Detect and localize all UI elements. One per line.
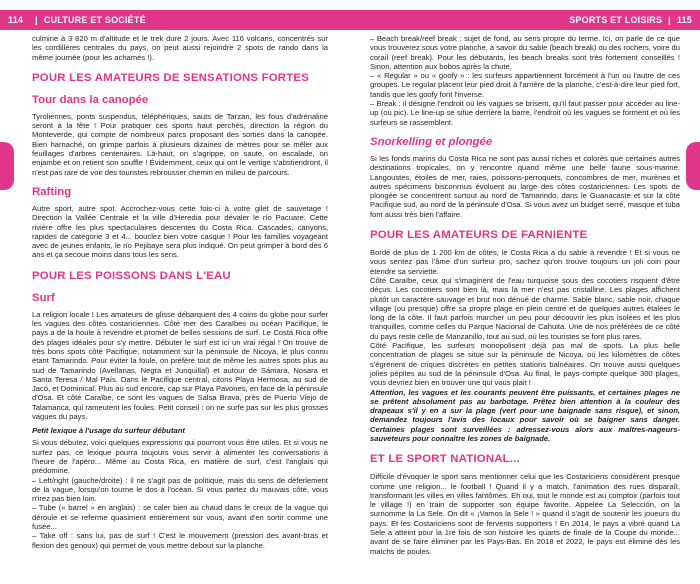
intro-paragraph: culmine à 3 820 m d'altitude et le trek dure 2 jours. Avec 116 volcans, concentrés sur les cordillères centrales du pays, on peut aussi rejoindre 2 spots de rando dans la même journée (pour les achamés !). — [32, 34, 328, 62]
paragraph-tube: – Tube (« barrel » en anglais) : se caler bien au chaud dans le creux de la vague qui déroule et se refermе quasiment entièrement sur vous, avant d'en sortir comme une fusée... — [32, 503, 328, 531]
left-section-title: CULTURE ET SOCIÉTÉ — [43, 15, 146, 25]
heading-surf: Surf — [32, 291, 55, 304]
paragraph-attention: Attention, les vagues et les courants peuvent être puissants, et certaines plages ne se prêtent absolument pas au barbotage. Prêtez bien attention à la couleur des drapeaux s'il y en a sur la plage (vert pour une baignade sans risque), et sinon, demandez toujours l'avis des locaux pour savoir où se baigner sans danger. Certaines plages sont surveillées : adressez-vous alors aux maîtres-nageurs-sauveteurs pour connaître les zones de baignade. — [370, 387, 680, 443]
left-header-bar — [0, 10, 350, 30]
heading-sensations-fortes: POUR LES AMATEURS DE SENSATIONS FORTES — [32, 71, 309, 84]
left-thumb-tab — [0, 142, 14, 190]
paragraph-beach-break: – Beach break/reef break : sujet de fond, au sens propre du terme. Ici, on parle de ce que vous trouverez sous votre planche, à savoir du sable (beach break) ou des rochers, voire du corail (reef break). Pour les débutants, les beach breaks sont très fortement conseillés ! Sinon, attention aux bobos après la chute. — [370, 34, 680, 71]
paragraph-snorkelling: Si les fonds marins du Costa Rica ne sont pas aussi riches et colorés que certaines autres destinations tropicales, on y rencontre quand même une belle faune sous-marine. Langoustes, étoiles de mer, raies, poissons-perroquets, concombres de mer, murènes et autres spécimens bisconrnus évoluent au large des côtes costariciennes. Les spots de plongée se concentrent surtout au nord de Tamarindo, dans le Guanacaste et sur la côte Pacifique sud, au nord de la péninsule d'Osa. Si vous avez un budget serré, masque et tuba font aussi très bien l'affaire. — [370, 153, 680, 219]
paragraph-farniente-intro: Bordé de plus de 1 200 km de côtes, le Costa Rica a du sable à revendre ! Et si vous ne vous sentez pas l'âme d'un surfeur pro, sachez qu'on trouve toujours un joli coin pour étendre sa serviette. — [370, 248, 680, 276]
right-page — [350, 0, 700, 584]
paragraph-cote-caraibe: Côté Caraïbe, ceux qui s'imaginent de l'eau turquoise sous des cocotiers risquent d'être déçus. Les cocotiers sont bien là, mais la mer n'est pas cristalline. Les plages affichent plutôt un caractère sauvage et brut non dénué de charme. Sable blanc, sable noir, chaque village (ou presque) offre sa propre plage en plein centre et de quelques autres étalées le long de la côte. Il faut parfois marcher un peu pour découvrir les plus isolées et les plus tranquilles, comme celles du Parque Nacional de Cahuita. Une de nos préférées de ce côté du pays reste celle de Manzanillo, tout au sud, où les touristes se font plus rares. — [370, 275, 680, 341]
right-thumb-tab — [686, 142, 700, 190]
paragraph-rafting: Autre sport, autre spot. Accrochez-vous cette fois-ci à votre gilet de sauvetage ! Direction la Vallée Centrale et la ville d'Heredia pour dévaler le río Pacuare. Cette rivière offre les plus spectaculaires descentes du Costa Rica. Cascades, canyons, rapides de catégorie 3 et 4... bouclez bien votre casque ! Pour les familles voyageant avec de jeunes enfants, le río Pejibaye sera plus indiqué. On peut grimper à bord dès 6 ans et ça secoue moins dans tous les sens. — [32, 203, 328, 260]
heading-snorkelling: Snorkelling et plongée — [370, 135, 493, 148]
heading-rafting: Rafting — [32, 185, 72, 198]
left-header-separator: | — [35, 15, 38, 25]
right-page-number: 115 — [676, 15, 692, 25]
right-section-title: SPORTS ET LOISIRS — [569, 15, 663, 25]
paragraph-regular-goofy: – « Regular » ou « goofy » : les surfeurs appartiennent forcément à l'un ou l'autre de ces groupes. Le regular placent leur pied droit à l'arrière de la planche, c'est-à-dire leur pied fort, tandis que les goofy font l'inverse. — [370, 71, 680, 99]
paragraph-take-off: – Take off : sans lui, pas de surf ! C'est le mouvement (pression des avant-bras et flexion des genoux) qui permet de vous mettre debout sur la planche. — [32, 531, 328, 550]
paragraph-canopee: Tyroliennes, ponts suspendus, téléphériques, sauts de Tarzan, les fous d'adrénaline seront à la fête ! Pour pratiquer ces sports haut perchés, direction la région du Monteverde, qui compte de nombreux parcs proposant des sorties dans la canopée. Bien harnaché, on grimpe parfois à plusieurs dizaines de mètres pour se mêler aux feuillages d'arbres centenaires. Là-haut, on s'agrippe, on saute, on escalade, on enjambe et on retient son souffle ! Évidemment, ceux qui ont le vertige s'abstiendront, il n'est pas rare de voir des touristes rebrousser chemin en milieu de parcours. — [32, 111, 328, 177]
left-column — [32, 34, 328, 550]
heading-farniente: POUR LES AMATEURS DE FARNIENTE — [370, 229, 588, 242]
paragraph-lexique-intro: Si vous débutez, voici quelques expressions qui pourront vous être utiles. Et si vous ne surfez pas, ce lexique pourra toujours vous servir à alimenter les conversations à l'heure de l'apéro... Même au Costa Rica, en matière de surf, c'est l'anglais qui prédomine. — [32, 438, 328, 476]
heading-lexique: Petit lexique à l'usage du surfeur débutant — [32, 426, 185, 436]
left-page-number: 114 — [8, 15, 24, 25]
heading-sport-national: ET LE SPORT NATIONAL... — [370, 453, 520, 466]
right-header-bar — [350, 10, 700, 30]
heading-poissons-eau: POUR LES POISSONS DANS L'EAU — [32, 269, 231, 282]
right-column — [370, 34, 680, 556]
paragraph-cote-pacifique: Côté Pacifique, les surfeurs monopolisent déjà pas mal de spots. La plus belle concentration de plages se situe sur la péninsule de Nicoya, où les kilomètres de côtes s'égrènent de criques discrètes en petites stations balnéaires. On trouve aussi quelques jolies pépites au sud de la péninsule d'Osa. Au final, le pays compte quelque 300 plages, vous devriez bien en trouver une qui vous plait ! — [370, 341, 680, 388]
paragraph-surf: La religion locale ! Les amateurs de glisse débarquent des 4 coins du globe pour surfer les vagues des côtes costariciennes. Côté mer des Caraïbes ou océan Pacifique, le pays a de la houle à revendre et promet de belles sessions de surf. Le Costa Rica offre des plages idéales pour s'y mettre. Débuter le surf est ici un vrai régal ! On trouve de très bons spots côté Pacifique, notamment sur la péninsule de Nicoya, le plus connu étant Tamarindo. Pour éviter la foule, on préfère tout de même les autres spots plus au sud de Tamarindo (Avellanas, Negra et Junquillal) et autour de Sámara, Nosara et Santa Teresa / Mal País. Dans le Pacifique central, citons Playa Hermosa, au sud de Jacó, et Dominical. Plus au sud encore, cap sur Playa Pavones, en face de la péninsule d'Osa. Et côté Caraïbe, ce sont les vagues de Salsa Brava, près de Puerto Viejo de Talamanca, qui rameutent les foules. Petit conseil : on ne surfe pas sur les plus grosses vagues du pays. — [32, 309, 328, 422]
paragraph-left-right: – Left/right (gauche/droite) : il ne s'agit pas de politique, mais du sens de déferlement de la vague, lorsqu'on tourne le dos à l'océan. Si vous partez du mauvais côté, vous n'irez pas bien loin. — [32, 475, 328, 504]
heading-canopee: Tour dans la canopée — [32, 93, 149, 106]
paragraph-sport-national: Difficile d'évoquer le sport sans mentionner celui que les Costariciens considèrent presque comme une religion... le football ! Quand il y a match, l'animation des rues disparaît, transformant les villes en villes fantômes. Eh oui, tout le monde est au comptoir (parfois tout le village !) en train de supporter son équipe favorite. Appelée La Selección, on la surnomme la La Sele. On dit « ¡Vamos la Sele ! » quand il s'agit de soutenir les joueurs du pays. Et les Costariciens sont de fervents supporters ! En 2014, le pays a vibré quand La Sele a atteint pour la 1re fois de son histoire les quarts de finale de la Coupe du monde... avant de se faire éliminer par les Pays-Bas. En 2018 et 2022, le pays est éliminé dès les matchs de poules. — [370, 472, 680, 556]
right-header-separator: | — [668, 15, 671, 25]
paragraph-break: – Break : il désigne l'endroit où les vagues se brisent, qu'il faut passer pour accéder au line-up (ou pic). Le line-up se situe derrière la barre, l'endroit où les vagues se forment et où les surfeurs se rassemblent. — [370, 99, 680, 127]
